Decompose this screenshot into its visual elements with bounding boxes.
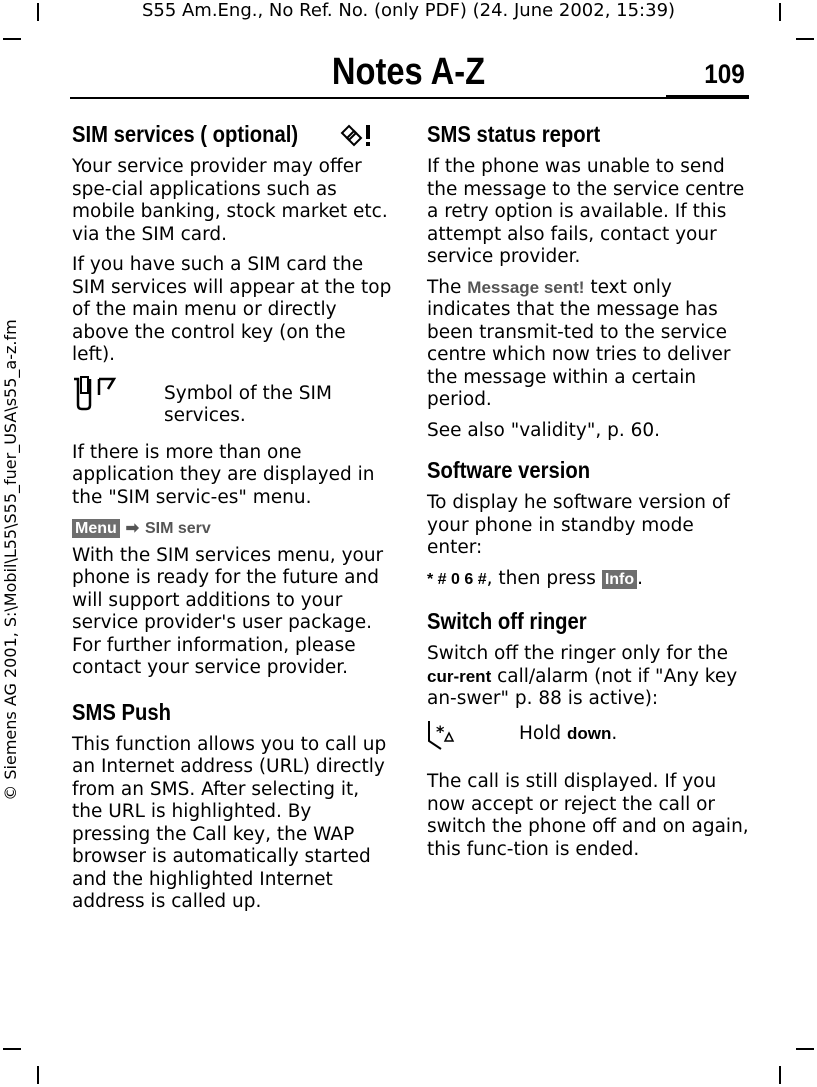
crop-mark — [37, 1066, 39, 1084]
down-term: down — [567, 723, 612, 743]
ringer-paragraph-1 — [427, 643, 749, 711]
sim-services-icon — [72, 399, 118, 420]
sms-status-heading: SMS status report — [427, 121, 601, 147]
hold-icon-cell — [427, 719, 519, 758]
crop-mark — [779, 1066, 781, 1084]
sim-symbol-caption: Symbol of the SIM services. — [164, 382, 332, 426]
svg-text:*: * — [436, 721, 445, 741]
star-key-icon — [427, 721, 461, 756]
right-column — [427, 120, 749, 869]
software-code-line — [427, 568, 749, 592]
sim-services-heading: SIM services ( optional) — [72, 121, 299, 147]
sms-push-heading: SMS Push — [72, 698, 171, 725]
info-softkey: Info — [602, 570, 637, 589]
hold-down-row — [427, 719, 749, 758]
switch-off-ringer-heading: Switch off ringer — [427, 608, 587, 634]
page-number: 109 — [704, 59, 745, 89]
document-header: S55 Am.Eng., No Ref. No. (only PDF) (24. June 2002, 15:39) — [141, 0, 676, 21]
menu-path — [72, 517, 392, 541]
sim-paragraph-1: Your service provider may offer spe-cial applications such as mobile banking, stock market etc. via the SIM card. — [72, 156, 388, 245]
left-column — [72, 120, 392, 922]
hold-down-text — [519, 719, 617, 746]
crop-mark — [3, 1048, 21, 1050]
page-title: Notes A-Z — [331, 51, 486, 93]
crop-mark — [796, 1048, 814, 1050]
software-code: * # 0 6 # — [427, 570, 487, 588]
ringer-paragraph-2: The call is still displayed. If you now accept or reject the call or switch the phone off and on again, this func-tion is ended. — [427, 771, 749, 860]
sim-paragraph-4: With the SIM services menu, your phone is ready for the future and will support additions to your service provider's user package. For further information, please contact your service provider. — [72, 544, 384, 678]
crop-mark — [796, 38, 814, 40]
sim-symbol-row — [72, 375, 392, 428]
menu-softkey: Menu — [72, 519, 120, 538]
status-paragraph-2 — [427, 277, 749, 412]
menu-path-sim-serv: SIM serv — [144, 520, 211, 537]
ringer-p1-suffix: call/alarm (not if "Any key an-swer" p. 88 is active): — [427, 665, 738, 709]
status-paragraph-1: If the phone was unable to send the message to the service centre a retry option is available. If this attempt also fails, contact your service provider. — [427, 156, 745, 267]
page-number-rule — [666, 95, 749, 99]
ringer-p1-prefix: Switch off the ringer only for the — [427, 643, 729, 664]
current-term: cur-rent — [427, 666, 492, 686]
status-paragraph-3: See also "validity", p. 60. — [427, 419, 661, 441]
sms-push-paragraph: This function allows you to call up an Internet address (URL) directly from an SMS. After selecting it, the URL is highlighted. By pressing the Call key, the WAP browser is automatically started and the highlighted Internet address is called up. — [72, 733, 387, 912]
software-version-heading: Software version — [427, 457, 591, 483]
network-dependent-icon — [340, 122, 374, 155]
software-paragraph: To display he software version of your phone in standby mode enter: — [427, 492, 730, 558]
hold-label: Hold — [519, 722, 567, 744]
software-then: , then press — [486, 567, 602, 589]
message-sent-term: Message sent! — [467, 277, 585, 297]
sim-symbol-cell — [72, 375, 164, 422]
crop-mark — [3, 38, 21, 40]
status-p2-prefix: The — [427, 276, 468, 298]
status-p2-suffix: text only indicates that the message has been transmit-ted to the service centre which now tries to deliver the message within a certain period. — [427, 276, 731, 410]
hold-end: . — [611, 722, 618, 744]
sim-paragraph-3: If there is more than one application they are displayed in the "SIM servic-es" menu. — [72, 441, 375, 508]
arrow-right-icon: ➡ — [125, 520, 140, 537]
header-rule — [70, 97, 666, 99]
sidebar-text: © Siemens AG 2001, S:\Mobil\L55\S55_fuer_USA\s55_a-z.fm — [1, 319, 20, 801]
sim-paragraph-2: If you have such a SIM card the SIM services will appear at the top of the main menu or directly above the control key (on the left). — [72, 254, 392, 365]
software-end: . — [637, 567, 644, 589]
sim-heading-row — [72, 120, 392, 148]
